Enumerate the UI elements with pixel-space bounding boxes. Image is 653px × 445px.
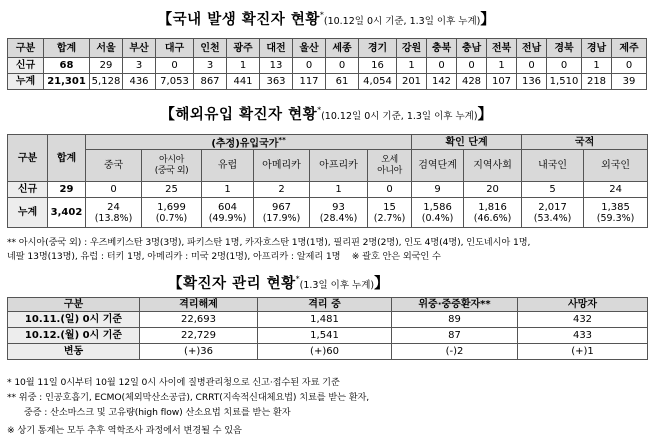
overseas-title-close: 】	[477, 107, 493, 123]
domestic-header-cell: 인천	[194, 39, 227, 58]
overseas-cum-value: 967	[271, 201, 292, 213]
management-row-change	[8, 344, 648, 360]
overseas-cum-cell	[584, 198, 648, 228]
management-header-cell: 격리 중	[258, 298, 392, 312]
overseas-subheader-cell: 아프리카	[310, 150, 368, 182]
domestic-header-cell: 울산	[293, 39, 326, 58]
overseas-cum-pct: (53.4%)	[533, 212, 572, 224]
overseas-cum-pct: (59.3%)	[596, 212, 635, 224]
domestic-value-cell: 4,054	[359, 74, 397, 90]
overseas-header-country-label: (추정)유입국가	[211, 138, 279, 150]
overseas-new-value: 2	[254, 182, 310, 198]
management-value-cell: (+)1	[518, 344, 648, 360]
domestic-title	[0, 8, 653, 29]
domestic-header-cell: 광주	[227, 39, 260, 58]
domestic-value-cell: 107	[487, 74, 517, 90]
management-title-close: 】	[374, 276, 390, 292]
overseas-subheader-cell: 아메리카	[254, 150, 310, 182]
management-value-cell: 433	[518, 328, 648, 344]
domestic-value-cell: 0	[427, 58, 457, 74]
overseas-new-row	[8, 182, 648, 198]
domestic-value-cell: 1	[397, 58, 427, 74]
domestic-header-cell: 경남	[582, 39, 612, 58]
overseas-title-main: 【해외유입 확진자 현황	[160, 107, 318, 123]
overseas-cum-cell	[86, 198, 142, 228]
domestic-value-cell: 142	[427, 74, 457, 90]
overseas-header-row-1	[8, 135, 648, 150]
overseas-cum-value: 604	[217, 201, 238, 213]
management-value-cell: (+)60	[258, 344, 392, 360]
overseas-note-2	[7, 250, 441, 264]
overseas-cum-value: 93	[332, 201, 345, 213]
management-title-sub: (1.3일 이후 누계)	[299, 280, 375, 291]
overseas-cum-cell	[254, 198, 310, 228]
domestic-value-cell: 201	[397, 74, 427, 90]
overseas-header-nation: 국적	[522, 135, 648, 150]
management-value-cell: 432	[518, 312, 648, 328]
overseas-header-row-2	[8, 150, 648, 182]
domestic-value-cell: 29	[90, 58, 123, 74]
domestic-new-row	[8, 58, 647, 74]
overseas-cum-cell	[368, 198, 412, 228]
domestic-header-cell: 제주	[612, 39, 647, 58]
domestic-value-cell: 1	[487, 58, 517, 74]
domestic-header-cell: 경북	[547, 39, 582, 58]
domestic-value-cell: 117	[293, 74, 326, 90]
overseas-title	[0, 103, 653, 124]
overseas-header-check: 확인 단계	[412, 135, 522, 150]
domestic-value-cell: 0	[612, 58, 647, 74]
overseas-header-country-star: **	[278, 136, 286, 144]
overseas-cum-value: 15	[383, 201, 396, 213]
management-value-cell: 22,729	[140, 328, 258, 344]
domestic-header-row	[8, 39, 647, 58]
domestic-row-label: 신규	[8, 58, 44, 74]
overseas-cum-value: 2,017	[538, 201, 567, 213]
domestic-value-cell: 363	[260, 74, 293, 90]
overseas-new-value: 24	[584, 182, 648, 198]
management-row-1011	[8, 312, 648, 328]
domestic-title-main: 【국내 발생 확진자 현황	[157, 12, 320, 28]
domestic-header-cell: 충남	[457, 39, 487, 58]
overseas-header-group: 구분	[8, 135, 48, 182]
domestic-value-cell: 3	[194, 58, 227, 74]
management-value-cell: 89	[392, 312, 518, 328]
overseas-cum-cell	[310, 198, 368, 228]
overseas-subheader-cell: 중국	[86, 150, 142, 182]
domestic-header-cell: 서울	[90, 39, 123, 58]
domestic-header-cell: 대전	[260, 39, 293, 58]
overseas-note-2-text: 네팔 13명(13명), 유럽 : 터키 1명, 아메리카 : 미국 2명(1명), 아프리카 : 알제리 1명	[7, 251, 341, 262]
management-header-cell: 격리해제	[140, 298, 258, 312]
overseas-cum-label: 누계	[8, 198, 48, 228]
overseas-cum-cell	[412, 198, 464, 228]
domestic-value-cell: 428	[457, 74, 487, 90]
management-header-cell: 구분	[8, 298, 140, 312]
overseas-cum-pct: (13.8%)	[94, 212, 133, 224]
management-row-label: 10.12.(월) 0시 기준	[8, 328, 140, 344]
domestic-cum-row	[8, 74, 647, 90]
domestic-header-cell: 충북	[427, 39, 457, 58]
domestic-value-cell: 136	[517, 74, 547, 90]
overseas-new-value: 1	[310, 182, 368, 198]
overseas-cum-value: 1,816	[478, 201, 507, 213]
overseas-header-country	[86, 135, 412, 150]
overseas-cum-pct: (17.9%)	[262, 212, 301, 224]
overseas-cum-value: 24	[107, 201, 120, 213]
management-row-label: 10.11.(일) 0시 기준	[8, 312, 140, 328]
overseas-subheader-cell: 아시아 (중국 외)	[142, 150, 202, 182]
domestic-title-star: *	[319, 10, 324, 20]
domestic-header-cell: 세종	[326, 39, 359, 58]
overseas-new-value: 20	[464, 182, 522, 198]
overseas-new-value: 1	[202, 182, 254, 198]
overseas-note-1: ** 아시아(중국 외) : 우즈베키스탄 3명(3명), 파키스탄 1명, 카자흐스탄 1명(1명), 필리핀 2명(2명), 인도 4명(4명), 인도네시아 1명,	[7, 237, 531, 248]
overseas-subheader-cell: 외국인	[584, 150, 648, 182]
domestic-value-cell: 39	[612, 74, 647, 90]
domestic-value-cell: 0	[293, 58, 326, 74]
overseas-subheader-cell: 유럽	[202, 150, 254, 182]
overseas-cum-total: 3,402	[48, 198, 86, 228]
overseas-cum-row	[8, 198, 648, 228]
domestic-value-cell: 1	[582, 58, 612, 74]
domestic-header-cell: 구분	[8, 39, 44, 58]
management-header-cell: 위중·중증환자**	[392, 298, 518, 312]
domestic-value-cell: 1	[227, 58, 260, 74]
overseas-cum-cell	[464, 198, 522, 228]
footnote-4: ※ 상기 통계는 모두 추후 역학조사 과정에서 변경될 수 있음	[7, 425, 242, 436]
overseas-cum-value: 1,699	[157, 201, 186, 213]
management-value-cell: 87	[392, 328, 518, 344]
domestic-value-cell: 1,510	[547, 74, 582, 90]
management-value-cell: (-)2	[392, 344, 518, 360]
domestic-header-cell: 강원	[397, 39, 427, 58]
overseas-subheader-cell: 오세 아니아	[368, 150, 412, 182]
domestic-header-cell: 경기	[359, 39, 397, 58]
domestic-value-cell: 218	[582, 74, 612, 90]
overseas-subheader-cell: 지역사회	[464, 150, 522, 182]
domestic-value-cell: 21,301	[44, 74, 90, 90]
management-value-cell: 1,541	[258, 328, 392, 344]
domestic-value-cell: 5,128	[90, 74, 123, 90]
domestic-value-cell: 0	[457, 58, 487, 74]
overseas-cum-pct: (0.4%)	[421, 212, 454, 224]
domestic-header-cell: 대구	[156, 39, 194, 58]
domestic-value-cell: 61	[326, 74, 359, 90]
overseas-cum-cell	[202, 198, 254, 228]
overseas-title-sub: (10.12일 0시 기준, 1.3일 이후 누계)	[321, 111, 478, 122]
management-title-main: 【확진자 관리 현황	[168, 276, 296, 292]
domestic-row-label: 누계	[8, 74, 44, 90]
overseas-new-label: 신규	[8, 182, 48, 198]
overseas-new-value: 9	[412, 182, 464, 198]
footnote-1: * 10월 11일 0시부터 10월 12일 0시 사이에 질병관리청으로 신고·접수된 자료 기준	[7, 377, 340, 388]
overseas-subheader-cell: 내국인	[522, 150, 584, 182]
overseas-cum-pct: (49.9%)	[208, 212, 247, 224]
management-header-cell: 사망자	[518, 298, 648, 312]
overseas-note-2-paren: ※ 괄호 안은 외국인 수	[351, 251, 441, 262]
footnote-3: 중증 : 산소마스크 및 고유량(high flow) 산소요법 치료를 받는 환자	[7, 407, 291, 418]
management-value-cell: 22,693	[140, 312, 258, 328]
overseas-new-value: 0	[86, 182, 142, 198]
domestic-value-cell: 0	[156, 58, 194, 74]
footnote-2: ** 위중 : 인공호흡기, ECMO(체외막산소공급), CRRT(지속적신대체요법) 치료를 받는 환자,	[7, 392, 370, 403]
overseas-header-total: 합계	[48, 135, 86, 182]
overseas-cum-pct: (46.6%)	[473, 212, 512, 224]
domestic-value-cell: 436	[123, 74, 156, 90]
domestic-value-cell: 441	[227, 74, 260, 90]
overseas-cum-cell	[142, 198, 202, 228]
domestic-value-cell: 16	[359, 58, 397, 74]
overseas-cum-pct: (2.7%)	[373, 212, 406, 224]
management-title	[168, 272, 389, 293]
domestic-header-cell: 전북	[487, 39, 517, 58]
management-row-label: 변동	[8, 344, 140, 360]
management-value-cell: (+)36	[140, 344, 258, 360]
management-row-1012	[8, 328, 648, 344]
domestic-value-cell: 68	[44, 58, 90, 74]
overseas-new-value: 0	[368, 182, 412, 198]
overseas-table	[7, 134, 648, 228]
overseas-new-total: 29	[48, 182, 86, 198]
domestic-title-sub: (10.12일 0시 기준, 1.3일 이후 누계)	[323, 16, 481, 27]
domestic-header-cell: 합계	[44, 39, 90, 58]
domestic-header-cell: 전남	[517, 39, 547, 58]
overseas-cum-value: 1,586	[423, 201, 452, 213]
domestic-title-close: 】	[480, 12, 496, 28]
management-title-star: *	[295, 274, 300, 284]
overseas-cum-cell	[522, 198, 584, 228]
overseas-title-star: *	[317, 105, 322, 115]
domestic-table	[7, 38, 647, 90]
domestic-value-cell: 867	[194, 74, 227, 90]
domestic-header-cell: 부산	[123, 39, 156, 58]
overseas-cum-value: 1,385	[601, 201, 630, 213]
overseas-new-value: 5	[522, 182, 584, 198]
overseas-cum-pct: (0.7%)	[155, 212, 188, 224]
domestic-value-cell: 0	[326, 58, 359, 74]
overseas-new-value: 25	[142, 182, 202, 198]
management-value-cell: 1,481	[258, 312, 392, 328]
overseas-subheader-cell: 검역단계	[412, 150, 464, 182]
domestic-value-cell: 0	[517, 58, 547, 74]
management-table	[7, 297, 648, 360]
domestic-value-cell: 0	[547, 58, 582, 74]
management-header-row	[8, 298, 648, 312]
domestic-value-cell: 13	[260, 58, 293, 74]
domestic-value-cell: 3	[123, 58, 156, 74]
domestic-value-cell: 7,053	[156, 74, 194, 90]
overseas-cum-pct: (28.4%)	[319, 212, 358, 224]
